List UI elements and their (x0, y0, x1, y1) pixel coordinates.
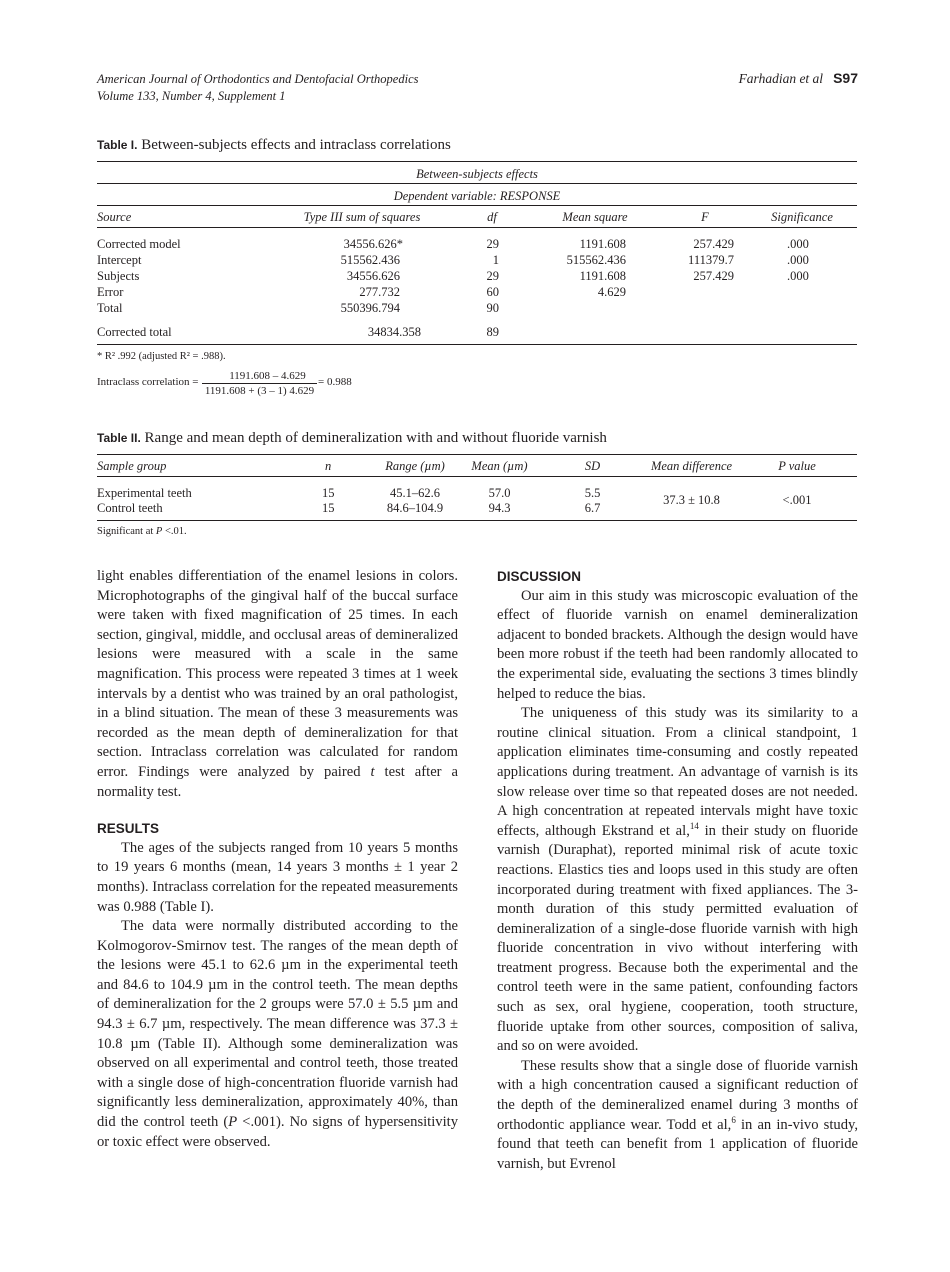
table1-cell: 90 (486, 301, 499, 315)
discussion-heading: DISCUSSION (497, 569, 582, 584)
table1-col-source: Source (97, 210, 132, 224)
table2-cell: 84.6–104.9 (386, 501, 444, 515)
table1-col-f: F (701, 210, 709, 224)
discussion-paragraph-1: Our aim in this study was microscopic evaluation of the effect of fluoride varnish on enamel demineralization adjacent to bonded brackets. Although the design would have been more robust if the teeth had been randomly allocated to the experimental side, evaluating the sections 3 times blindly helped to reduce the bias. (497, 587, 858, 702)
table1-cell: Corrected model (97, 237, 181, 251)
text: in an in-vivo study, found that teeth can benefit from 1 application of fluoride varnish, but Evrenol (497, 1116, 858, 1172)
page-header-right (739, 70, 858, 87)
page-number: S97 (833, 70, 858, 86)
table1-cell: 29 (486, 269, 499, 283)
discussion-paragraph-3 (497, 1057, 858, 1175)
table2-cell: 5.5 (584, 486, 601, 500)
table2-p-value: <.001 (782, 493, 812, 507)
table2-header-rule (97, 476, 857, 477)
table1-col-sig: Significance (771, 210, 833, 224)
results-paragraph-1: The ages of the subjects ranged from 10 years 5 months to 19 years 6 months (mean, 14 years 3 months ± 1 year 2 months). Intraclass correlation for the repeated measurements was 0.988 (Table I). (97, 839, 458, 915)
table1-cell: .000 (787, 237, 809, 251)
table1-cell: 550396.794 (340, 301, 400, 315)
table1-cell: 111379.7 (688, 253, 734, 267)
table1-col-df: df (487, 210, 497, 224)
fraction-bar (202, 383, 317, 384)
table2-col-n: n (325, 459, 332, 473)
journal-header (97, 71, 419, 105)
table2-label: Table II. (97, 431, 141, 445)
discussion-paragraph-2 (497, 704, 858, 1057)
journal-title: American Journal of Orthodontics and Dentofacial Orthopedics (97, 72, 419, 86)
table1-caption (97, 137, 451, 154)
table1-rule-3 (97, 205, 857, 206)
table1-cell: 515562.436 (340, 253, 400, 267)
results-paragraph-2 (97, 917, 458, 1152)
icc-label: Intraclass correlation = (97, 376, 199, 388)
icc-denominator: 1191.608 + (3 – 1) 4.629 (204, 385, 315, 397)
citation-ref: 6 (731, 1114, 736, 1125)
table2-footnote (97, 525, 187, 539)
table1-cell: 277.732 (359, 285, 400, 299)
table2-caption (97, 430, 607, 447)
citation-ref: 14 (689, 820, 699, 831)
table2-col-range: Range (µm) (385, 459, 445, 473)
table2-title: Range and mean depth of demineralization with and without fluoride varnish (144, 430, 607, 446)
table2-cell: 57.0 (488, 486, 511, 500)
table2-col-mean-diff: Mean difference (650, 459, 733, 473)
table1-cell: 34556.626 (346, 269, 400, 283)
table1-rule-2 (97, 183, 857, 184)
table1-header-rule (97, 227, 857, 228)
table2-bottom-rule (97, 520, 857, 521)
footnote-text: Significant at (97, 526, 156, 537)
table1-cell: 60 (486, 285, 499, 299)
table1-cell: 1 (492, 253, 499, 267)
table1-footnote: * R² .992 (adjusted R² = .988). (97, 351, 226, 362)
table1-cell: Intercept (97, 253, 142, 267)
table2-col-mean: Mean (µm) (471, 459, 528, 473)
icc-formula (97, 370, 397, 400)
table1-cell: 89 (486, 325, 499, 339)
table1-super-header: Between-subjects effects (416, 167, 538, 181)
icc-result: = 0.988 (318, 376, 352, 388)
footnote-text-end: <.01. (162, 526, 187, 537)
table1-cell: Subjects (97, 269, 140, 283)
text: test after a normality test. (97, 763, 459, 800)
table1-cell: 1191.608 (579, 269, 626, 283)
icc-numerator: 1191.608 – 4.629 (229, 370, 306, 382)
table1-col-ms: Mean square (562, 210, 628, 224)
table2-col-sd: SD (584, 459, 601, 473)
table1-cell: 515562.436 (566, 253, 626, 267)
table1-top-rule (97, 161, 857, 162)
methods-paragraph (97, 567, 458, 802)
right-column (497, 567, 858, 1174)
footnote-p: P (155, 526, 163, 537)
t-italic: t (370, 763, 375, 780)
table1-cell: 257.429 (693, 237, 734, 251)
table2-cell: 15 (322, 501, 335, 515)
text: light enables differentiation of the enamel lesions in colors. Microphotographs of the gingival half of the buccal surface were taken with fixed magnification of 25 times. In each section, gingival, middle, and occlusal areas of demineralized lesions were measured with a scale in the same magnification. This process were repeated 3 times at 1 week intervals by a dentist who was trained by an oral pathologist, in a blind situation. The mean of these 3 measurements was recorded as the mean depth of demineralization for that section. Intraclass correlation was calculated for random error. Findings were analyzed by paired (97, 568, 458, 780)
table1-cell: 34834.358 (367, 325, 421, 339)
table1-cell: Total (97, 301, 123, 315)
p-italic: P (778, 459, 786, 473)
text: in their study on fluoride varnish (Duraphat), reported minimal risk of acute toxic reactions. Elastics ties and loops used in this study are often incorporated during treatment with fixed appliances. The 3-month duration of this study permitted evaluation of demineralization of a single-dose fluoride varnish with high fluoride concentration in vivo without interfering with treatment progress. Because both the experimental and the control teeth were in the same patient, confounding factors such as sex, oral hygiene, cooperation, tooth structure, fluoride uptake from other sources, composition of saliva, and so on were avoided. (497, 822, 858, 1055)
journal-volume: Volume 133, Number 4, Supplement 1 (97, 89, 286, 103)
text: The data were normally distributed according to the Kolmogorov-Smirnov test. The ranges of the mean depth of the lesions were 45.1 to 62.6 µm in the experimental teeth and 84.6 to 104.9 µm in the control teeth. The mean depths of demineralization for the 2 groups were 57.0 ± 5.5 µm and 94.3 ± 6.7 µm, respectively. The mean difference was 37.3 ± 10.8 µm (Table II). Although some demineralization was observed on all experimental and control teeth, those treated with a single dose of high-concentration fluoride varnish had significantly less demineralization, approximately 40%, than did the control teeth ( (97, 918, 458, 1131)
table1-cell: Error (97, 285, 124, 299)
table1-cell: 1191.608 (579, 237, 626, 251)
running-author: Farhadian et al (738, 71, 824, 86)
table2-mean-difference: 37.3 ± 10.8 (663, 493, 720, 507)
table2-col-pvalue (770, 459, 824, 473)
table2-cell: 6.7 (584, 501, 601, 515)
table1-col-ss: Type III sum of squares (303, 210, 421, 224)
table2-cell: 94.3 (488, 501, 511, 515)
table2-cell: 15 (322, 486, 335, 500)
table1-cell: Corrected total (97, 325, 172, 339)
table1-cell: .000 (787, 253, 809, 267)
table1-cell: 4.629 (597, 285, 626, 299)
table1-bottom-rule (97, 344, 857, 345)
table1-cell: .000 (787, 269, 809, 283)
table2-cell: 45.1–62.6 (390, 486, 440, 500)
text: These results show that a single dose of fluoride varnish with a high concentration caused a significant reduction of the depth of the demineralized enamel during 3 months of orthodontic appliance wear. Todd et al, (497, 1057, 858, 1133)
p-italic: P (228, 1114, 238, 1131)
left-column (97, 567, 458, 1152)
table2-cell: Control teeth (97, 501, 163, 515)
table1-cell: 34556.626* (343, 237, 403, 251)
p-value-word: value (785, 459, 816, 473)
table2-col-group: Sample group (97, 459, 167, 473)
table2-top-rule (97, 454, 857, 455)
table1-cell: 257.429 (693, 269, 734, 283)
table1-cell: 29 (486, 237, 499, 251)
table1-label: Table I. (97, 138, 138, 152)
results-heading: RESULTS (97, 821, 160, 837)
table1-title: Between-subjects effects and intraclass correlations (141, 137, 451, 153)
table2-cell: Experimental teeth (97, 486, 192, 500)
text: The uniqueness of this study was its similarity to a routine clinical situation. From a clinical standpoint, 1 application eliminates time-consuming and costly repeated applications during treatment. An advantage of varnish is its slow release over time so that repeated doses are not needed. A high concentration at repeated intervals might have toxic effects, although Ekstrand et al, (497, 705, 858, 839)
table1-sub-header: Dependent variable: RESPONSE (393, 189, 561, 203)
text: <.001). No signs of hypersensitivity or toxic effect were observed. (97, 1114, 458, 1150)
